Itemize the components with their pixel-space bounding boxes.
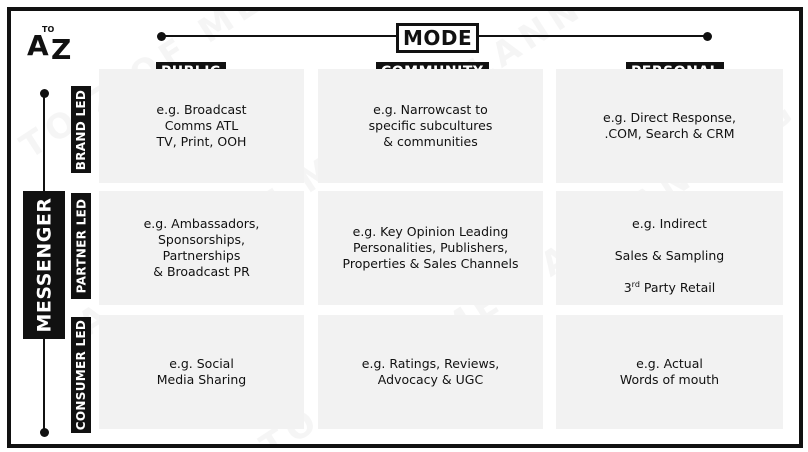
messenger-label-text: MESSENGER bbox=[33, 197, 55, 333]
cell-partner-community bbox=[318, 191, 543, 305]
logo-z: Z bbox=[51, 33, 72, 66]
row-header-partner-led-text: PARTNER LED bbox=[74, 198, 89, 294]
cell-text: e.g. Broadcast Comms ATL TV, Print, OOH bbox=[156, 102, 247, 149]
row-header-consumer-led bbox=[71, 317, 91, 433]
atoz-logo bbox=[27, 25, 77, 65]
mode-axis-end-dot bbox=[703, 32, 712, 41]
cell-text-line: e.g. Indirect bbox=[632, 216, 707, 231]
cell-text: e.g. Actual Words of mouth bbox=[619, 356, 720, 387]
cell-brand-community bbox=[318, 69, 543, 183]
cell-text: e.g. Key Opinion Leading Personalities, Publishers, Properties & Sales Channels bbox=[342, 224, 519, 271]
cell-consumer-community bbox=[318, 315, 543, 429]
logo-a: A bbox=[27, 29, 47, 62]
cell-consumer-public bbox=[99, 315, 304, 429]
row-header-brand-led-text: BRAND LED bbox=[74, 89, 88, 170]
cell-consumer-personal bbox=[556, 315, 783, 429]
messenger-axis-start-dot bbox=[40, 89, 49, 98]
cell-text: e.g. Ratings, Reviews, Advocacy & UGC bbox=[361, 356, 500, 387]
cell-brand-public bbox=[99, 69, 304, 183]
cell-brand-personal bbox=[556, 69, 783, 183]
row-header-consumer-led-text: CONSUMER LED bbox=[74, 319, 88, 431]
mode-label: MODE bbox=[396, 23, 479, 53]
third-party-sup: rd bbox=[631, 279, 640, 289]
cell-text: e.g. Narrowcast to specific subcultures & communities bbox=[368, 102, 493, 149]
cell-partner-personal bbox=[556, 191, 783, 305]
cell-text: e.g. Social Media Sharing bbox=[156, 356, 247, 387]
diagram-frame bbox=[7, 7, 803, 448]
third-party-pre: 3 bbox=[623, 280, 632, 295]
messenger-axis-end-dot bbox=[40, 428, 49, 437]
cell-partner-public bbox=[99, 191, 304, 305]
row-header-brand-led bbox=[71, 86, 91, 173]
row-header-partner-led bbox=[71, 193, 91, 299]
mode-axis-start-dot bbox=[157, 32, 166, 41]
messenger-label bbox=[23, 191, 65, 339]
third-party-post: Party Retail bbox=[639, 280, 716, 295]
cell-text-line: Sales & Sampling bbox=[614, 248, 725, 263]
logo-to: TO bbox=[42, 25, 55, 34]
cell-text bbox=[615, 200, 724, 296]
cell-text: e.g. Ambassadors, Sponsorships, Partnerships & Broadcast PR bbox=[143, 216, 260, 279]
cell-text: e.g. Direct Response, .COM, Search & CRM bbox=[603, 110, 736, 141]
